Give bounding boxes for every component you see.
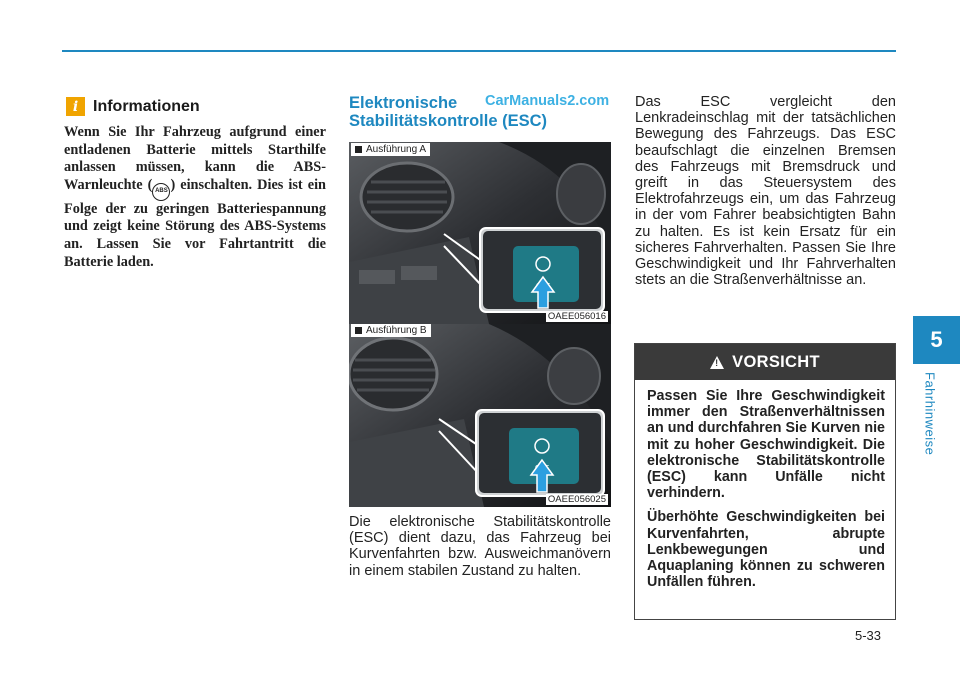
info-text-part2: ) einschalten. Dies ist ein Folge der zu geringen Batteriespannung und zeigt keine Störung des ABS-Systems an. Lassen Sie vor Fahrtantritt die Batterie laden. xyxy=(64,176,326,270)
dashboard-photo-a xyxy=(349,142,611,324)
variant-label-a xyxy=(351,143,430,156)
chapter-number: 5 xyxy=(930,327,943,352)
caution-paragraph-1: Passen Sie Ihre Geschwindigkeit immer den Straßenverhältnissen an und durchfahren Sie Kurven nie mit zu hoher Geschwindigkeit. Die elektronische Stabilitätskontrolle (ESC) kann Unfälle nicht verhindern. xyxy=(647,388,885,502)
page-number: 5-33 xyxy=(855,628,882,643)
caution-box xyxy=(634,343,896,620)
variant-label-b xyxy=(351,324,431,337)
variant-label-a-text: Ausführung A xyxy=(366,144,427,155)
figure-code-a: OAEE056016 xyxy=(547,311,606,322)
watermark: CarManuals2.com xyxy=(485,93,610,109)
info-text-part1: Wenn Sie Ihr Fahrzeug aufgrund einer entladenen Batterie mittels Starthilfe anlassen müssen, kann die ABS-Warnleuchte ( xyxy=(64,124,326,193)
abs-warning-icon: ABS xyxy=(152,183,170,201)
warning-triangle-icon xyxy=(710,356,724,369)
caution-paragraph-2: Überhöhte Geschwindigkeiten bei Kurvenfahrten, abrupte Lenkbewegungen und Aquaplaning können zu schweren Unfällen führen. xyxy=(647,509,885,591)
chapter-label: Fahrhinweise xyxy=(922,372,938,456)
top-divider xyxy=(62,50,896,52)
section-title-line1: Elektronische xyxy=(349,94,458,112)
figure-code-b: OAEE056025 xyxy=(547,494,606,505)
variant-label-b-text: Ausführung B xyxy=(366,325,427,336)
caution-body xyxy=(635,380,895,590)
dashboard-photo-b xyxy=(349,324,611,507)
figure-variant-a xyxy=(349,142,611,324)
section-title-line2: Stabilitätskontrolle (ESC) xyxy=(349,112,548,130)
info-title: Informationen xyxy=(93,97,200,115)
chapter-tab[interactable] xyxy=(913,316,960,364)
info-icon: i xyxy=(66,97,85,116)
info-text xyxy=(64,124,326,271)
caution-title: VORSICHT xyxy=(732,352,820,371)
esc-intro-text: Die elektronische Stabilitätskontrolle (ESC) dient dazu, das Fahrzeug bei Kurvenfahrten bzw. Ausweichmanövern in einem stabilen Zustand zu halten. xyxy=(349,514,611,579)
esc-description-text: Das ESC vergleicht den Lenkradeinschlag mit der tatsächlichen Bewegung des Fahrzeugs. Das ESC beaufschlagt die einzelnen Bremsen des Fahrzeugs mit Bremsdruck und greift in das Steuersystem des Elektrofahrzeugs ein, um das Fahrzeug in der vom Fahrer beabsichtigten Bahn zu halten. Es ist kein Ersatz für ein sicheres Fahrverhalten. Passen Sie Ihre Geschwindigkeit und Ihr Fahrverhalten stets an die Straßenverhältnisse an. xyxy=(635,94,896,289)
info-heading xyxy=(66,97,200,116)
figure-variant-b xyxy=(349,324,611,507)
caution-header xyxy=(635,344,895,380)
